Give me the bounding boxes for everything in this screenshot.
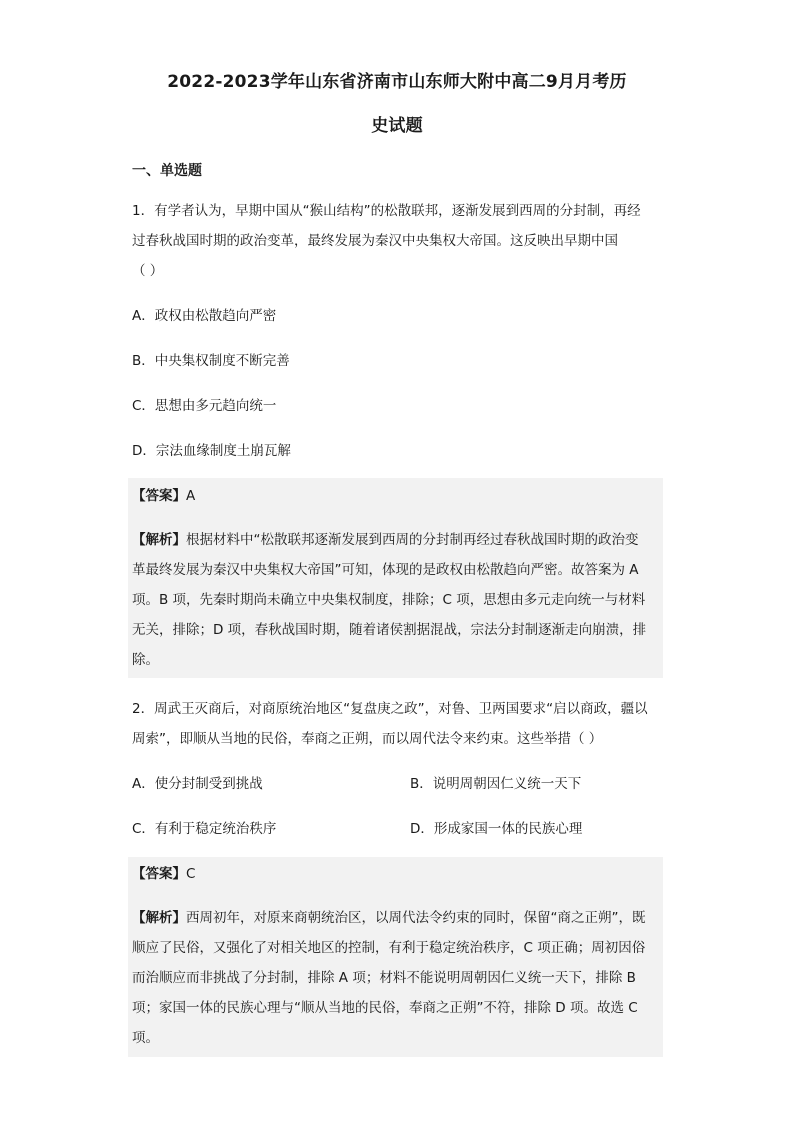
- document-title-line-2: 史试题: [371, 116, 423, 136]
- q2-option-b: B．说明周朝因仁义统一天下: [410, 776, 582, 792]
- q1-explanation-line-5: 除。: [132, 652, 159, 668]
- q2-explanation-line-3: 而治顺应而非挑战了分封制，排除 A 项；材料不能说明周朝因仁义统一天下，排除 B: [132, 970, 636, 986]
- q1-answer-value: A: [186, 488, 196, 504]
- q1-explanation-line-3: 项。B 项，先秦时期尚未确立中央集权制度，排除；C 项，思想由多元走向统一与材料: [132, 592, 646, 608]
- q1-answer-label: 【答案】: [132, 488, 186, 504]
- q2-option-c: C．有利于稳定统治秩序: [132, 821, 277, 837]
- q2-stem-line-2: 周索”，即顺从当地的民俗，奉商之正朔，而以周代法令来约束。这些举措（ ）: [132, 731, 603, 747]
- q2-explanation-line-4: 项；家国一体的民族心理与“顺从当地的民俗，奉商之正朔”不符，排除 D 项。故选 C: [132, 1000, 638, 1016]
- q1-explanation-label: 【解析】: [132, 532, 186, 548]
- q1-stem-line-2: 过春秋战国时期的政治变革，最终发展为秦汉中央集权大帝国。这反映出早期中国: [132, 233, 618, 249]
- q2-answer: [132, 864, 195, 884]
- q1-option-d: D．宗法血缘制度土崩瓦解: [132, 443, 291, 459]
- section-heading: 一、单选题: [132, 163, 202, 179]
- q1-stem-line-1: 1．有学者认为，早期中国从“猴山结构”的松散联邦，逐渐发展到西周的分封制，再经: [132, 203, 641, 219]
- q2-explanation-label: 【解析】: [132, 910, 186, 926]
- q1-explanation-text-1: 根据材料中“松散联邦逐渐发展到西周的分封制再经过春秋战国时期的政治变: [186, 532, 639, 548]
- q2-explanation-line-5: 项。: [132, 1030, 159, 1046]
- q1-answer: [132, 486, 195, 506]
- q2-explanation: [132, 903, 660, 1053]
- document-title-line-1: 2022-2023学年山东省济南市山东师大附中高二9月月考历: [167, 72, 627, 92]
- q1-stem-line-3: （ ）: [132, 263, 164, 279]
- q2-stem-line-1: 2．周武王灭商后，对商原统治地区“复盘庚之政”，对鲁、卫两国要求“启以商政，疆以: [132, 701, 648, 717]
- q2-option-d: D．形成家国一体的民族心理: [410, 821, 583, 837]
- q2-answer-value: C: [186, 866, 196, 882]
- q1-explanation-line-4: 无关，排除；D 项，春秋战国时期，随着诸侯割据混战，宗法分封制逐渐走向崩溃，排: [132, 622, 647, 638]
- q1-option-c: C．思想由多元趋向统一: [132, 398, 277, 414]
- q2-explanation-line-2: 顺应了民俗，又强化了对相关地区的控制，有利于稳定统治秩序，C 项正确；周初因俗: [132, 940, 646, 956]
- q2-explanation-line-1: [132, 903, 660, 933]
- q1-explanation-line-2: 革最终发展为秦汉中央集权大帝国”可知，体现的是政权由松散趋向严密。故答案为 A: [132, 562, 639, 578]
- q1-explanation-line-1: [132, 525, 660, 555]
- q1-option-a: A．政权由松散趋向严密: [132, 308, 277, 324]
- q2-option-a: A．使分封制受到挑战: [132, 776, 263, 792]
- q1-explanation: [132, 525, 660, 675]
- q2-answer-label: 【答案】: [132, 866, 186, 882]
- q2-explanation-text-1: 西周初年，对原来商朝统治区，以周代法令约束的同时，保留“商之正朔”，既: [186, 910, 646, 926]
- q1-option-b: B．中央集权制度不断完善: [132, 353, 290, 369]
